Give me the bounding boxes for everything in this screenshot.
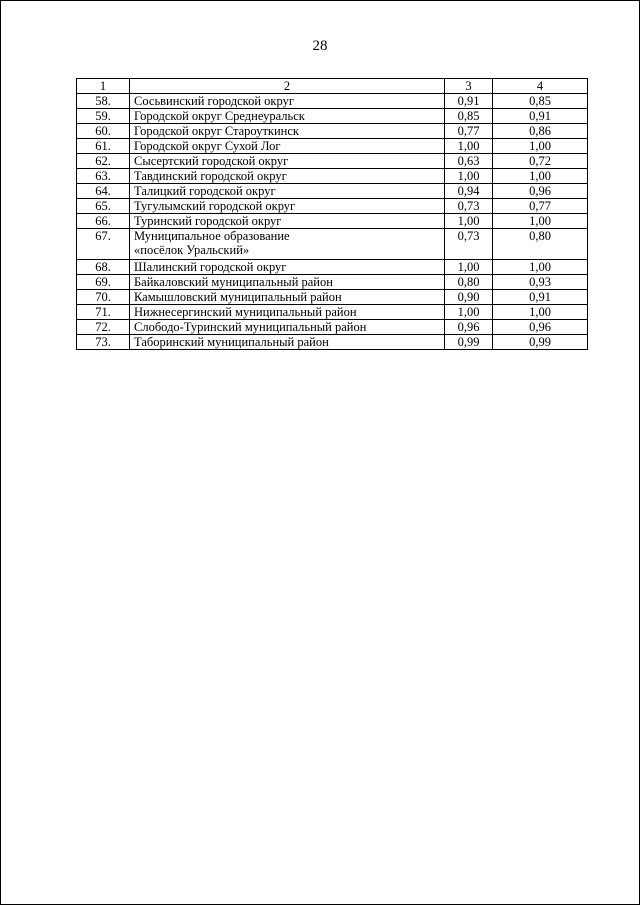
value-column-4: 0,91 (493, 290, 588, 305)
municipality-name (130, 94, 445, 109)
column-header-4: 4 (493, 79, 588, 94)
table-row (77, 154, 588, 169)
municipality-name (130, 184, 445, 199)
value-column-4: 0,99 (493, 335, 588, 350)
row-number: 66. (77, 214, 130, 229)
municipality-name (130, 260, 445, 275)
table-row (77, 335, 588, 350)
table-row (77, 94, 588, 109)
municipality-name (130, 229, 445, 260)
row-number: 71. (77, 305, 130, 320)
municipality-name-line: Сосьвинский городской округ (134, 94, 294, 108)
value-column-3: 1,00 (445, 305, 493, 320)
value-column-4: 1,00 (493, 214, 588, 229)
row-number: 68. (77, 260, 130, 275)
value-column-4: 0,91 (493, 109, 588, 124)
municipality-name (130, 154, 445, 169)
municipality-name-line: Камышловский муниципальный район (134, 290, 342, 304)
data-table (76, 78, 588, 350)
value-column-3: 1,00 (445, 169, 493, 184)
row-number: 59. (77, 109, 130, 124)
value-column-3: 0,85 (445, 109, 493, 124)
table-body (77, 94, 588, 350)
value-column-3: 0,91 (445, 94, 493, 109)
table-row (77, 229, 588, 260)
table-header-row (77, 79, 588, 94)
row-number: 58. (77, 94, 130, 109)
municipality-name (130, 214, 445, 229)
row-number: 72. (77, 320, 130, 335)
value-column-4: 0,77 (493, 199, 588, 214)
municipality-name (130, 320, 445, 335)
value-column-4: 0,80 (493, 229, 588, 260)
municipality-name (130, 124, 445, 139)
row-number: 64. (77, 184, 130, 199)
row-number: 63. (77, 169, 130, 184)
municipality-name-line: «посёлок Уральский» (134, 243, 250, 257)
value-column-3: 0,73 (445, 199, 493, 214)
municipality-name-line: Городской округ Староуткинск (134, 124, 299, 138)
table-row (77, 124, 588, 139)
municipality-name-line: Байкаловский муниципальный район (134, 275, 333, 289)
municipality-name-line: Слободо-Туринский муниципальный район (134, 320, 367, 334)
row-number: 62. (77, 154, 130, 169)
table-row (77, 109, 588, 124)
table-row (77, 169, 588, 184)
column-header-3: 3 (445, 79, 493, 94)
page-number: 28 (312, 38, 328, 54)
table-row (77, 214, 588, 229)
table-row (77, 320, 588, 335)
value-column-3: 0,99 (445, 335, 493, 350)
value-column-4: 1,00 (493, 169, 588, 184)
value-column-3: 0,96 (445, 320, 493, 335)
municipality-name-line: Шалинский городской округ (134, 260, 287, 274)
municipality-name-line: Сысертский городской округ (134, 154, 289, 168)
municipality-name-line: Городской округ Сухой Лог (134, 139, 281, 153)
municipality-name-line: Тавдинский городской округ (134, 169, 287, 183)
municipality-name-line: Туринский городской округ (134, 214, 282, 228)
value-column-3: 1,00 (445, 214, 493, 229)
value-column-4: 0,96 (493, 320, 588, 335)
municipality-name-line: Таборинский муниципальный район (134, 335, 329, 349)
value-column-3: 0,63 (445, 154, 493, 169)
value-column-3: 1,00 (445, 260, 493, 275)
row-number: 61. (77, 139, 130, 154)
municipality-name (130, 290, 445, 305)
value-column-4: 0,93 (493, 275, 588, 290)
table-row (77, 275, 588, 290)
column-header-1: 1 (77, 79, 130, 94)
value-column-3: 0,73 (445, 229, 493, 260)
table-row (77, 290, 588, 305)
value-column-4: 1,00 (493, 139, 588, 154)
value-column-3: 1,00 (445, 139, 493, 154)
table-row (77, 184, 588, 199)
value-column-4: 0,85 (493, 94, 588, 109)
value-column-4: 1,00 (493, 305, 588, 320)
value-column-3: 0,77 (445, 124, 493, 139)
value-column-3: 0,90 (445, 290, 493, 305)
municipality-name (130, 335, 445, 350)
row-number: 70. (77, 290, 130, 305)
table-row (77, 199, 588, 214)
municipality-name-line: Городской округ Среднеуральск (134, 109, 305, 123)
table-row (77, 139, 588, 154)
row-number: 60. (77, 124, 130, 139)
row-number: 67. (77, 229, 130, 260)
table-row (77, 260, 588, 275)
municipality-name-line: Тугулымский городской округ (134, 199, 296, 213)
value-column-4: 1,00 (493, 260, 588, 275)
table-row (77, 305, 588, 320)
municipality-name (130, 109, 445, 124)
value-column-4: 0,86 (493, 124, 588, 139)
value-column-4: 0,96 (493, 184, 588, 199)
column-header-2: 2 (130, 79, 445, 94)
municipality-name-line: Нижнесергинский муниципальный район (134, 305, 357, 319)
value-column-3: 0,80 (445, 275, 493, 290)
row-number: 65. (77, 199, 130, 214)
municipality-name (130, 275, 445, 290)
municipality-name (130, 169, 445, 184)
value-column-3: 0,94 (445, 184, 493, 199)
municipality-name-line: Талицкий городской округ (134, 184, 276, 198)
row-number: 69. (77, 275, 130, 290)
municipality-name (130, 139, 445, 154)
row-number: 73. (77, 335, 130, 350)
municipality-name-line: Муниципальное образование (134, 229, 290, 243)
value-column-4: 0,72 (493, 154, 588, 169)
municipality-name (130, 199, 445, 214)
municipality-name (130, 305, 445, 320)
